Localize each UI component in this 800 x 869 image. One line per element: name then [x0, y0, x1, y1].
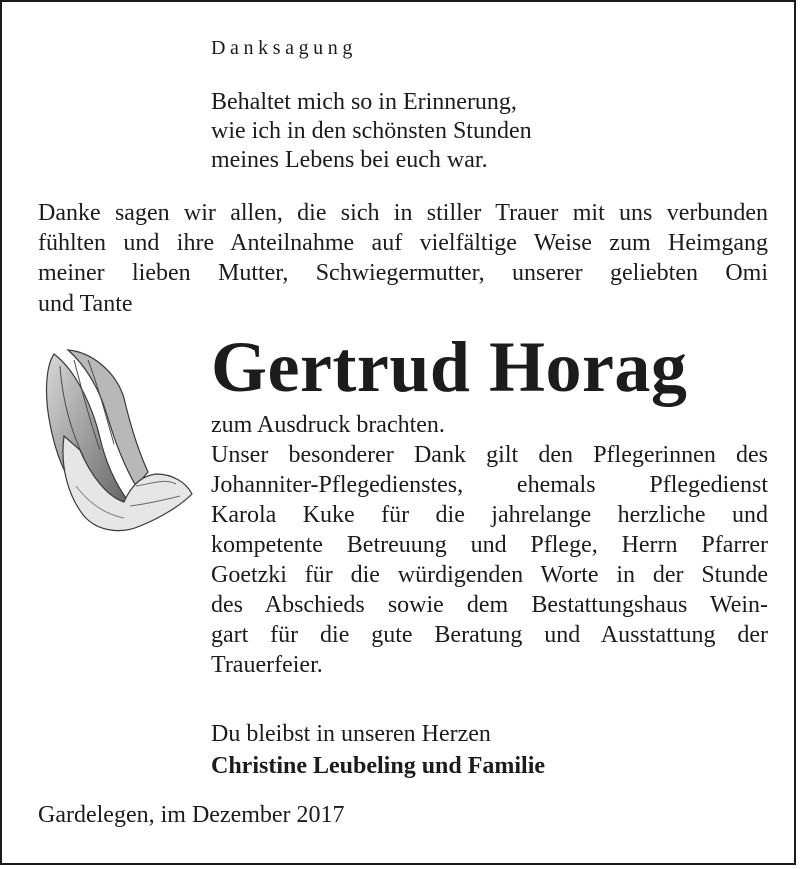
closing-line: Du bleibst in unseren Herzen	[211, 721, 491, 747]
intro-line: Danke sagen wir allen, die sich in stiller Trauer mit uns verbunden	[38, 200, 768, 226]
poem-line: meines Lebens bei euch war.	[211, 147, 488, 173]
body-line: Unser besonderer Dank gilt den Pflegerinnen des	[211, 442, 768, 468]
body-line: Goetzki für die würdigenden Worte in der Stunde	[211, 562, 768, 588]
praying-hands-icon	[40, 346, 196, 536]
place-date: Gardelegen, im Dezember 2017	[38, 802, 345, 828]
notice-heading: Danksagung	[211, 37, 357, 59]
body-line: gart für die gute Beratung und Ausstattung der	[211, 622, 768, 648]
intro-paragraph	[38, 198, 768, 288]
poem-line: Behaltet mich so in Erinnerung,	[211, 89, 517, 115]
signer-name: Christine Leubeling und Familie	[211, 753, 546, 779]
memorial-poem	[211, 88, 532, 175]
body-line: kompetente Betreuung und Pflege, Herrn Pfarrer	[211, 532, 768, 558]
deceased-name: Gertrud Horag	[211, 327, 688, 407]
closing-block	[211, 718, 545, 782]
body-line: des Abschieds sowie dem Bestattungshaus Wein-	[211, 592, 768, 618]
body-line: Trauerfeier.	[211, 652, 323, 678]
intro-line: meiner lieben Mutter, Schwiegermutter, unserer geliebten Omi	[38, 260, 768, 286]
poem-line: wie ich in den schönsten Stunden	[211, 118, 532, 144]
body-line: Karola Kuke für die jahrelange herzliche und	[211, 502, 768, 528]
intro-line: und Tante	[38, 291, 133, 317]
intro-line: fühlten und ihre Anteilnahme auf vielfältige Weise zum Heimgang	[38, 230, 768, 256]
body-line: zum Ausdruck brachten.	[211, 412, 445, 438]
thanks-paragraph	[211, 410, 768, 680]
body-line: Johanniter-Pflegedienstes, ehemals Pflegedienst	[211, 472, 768, 498]
